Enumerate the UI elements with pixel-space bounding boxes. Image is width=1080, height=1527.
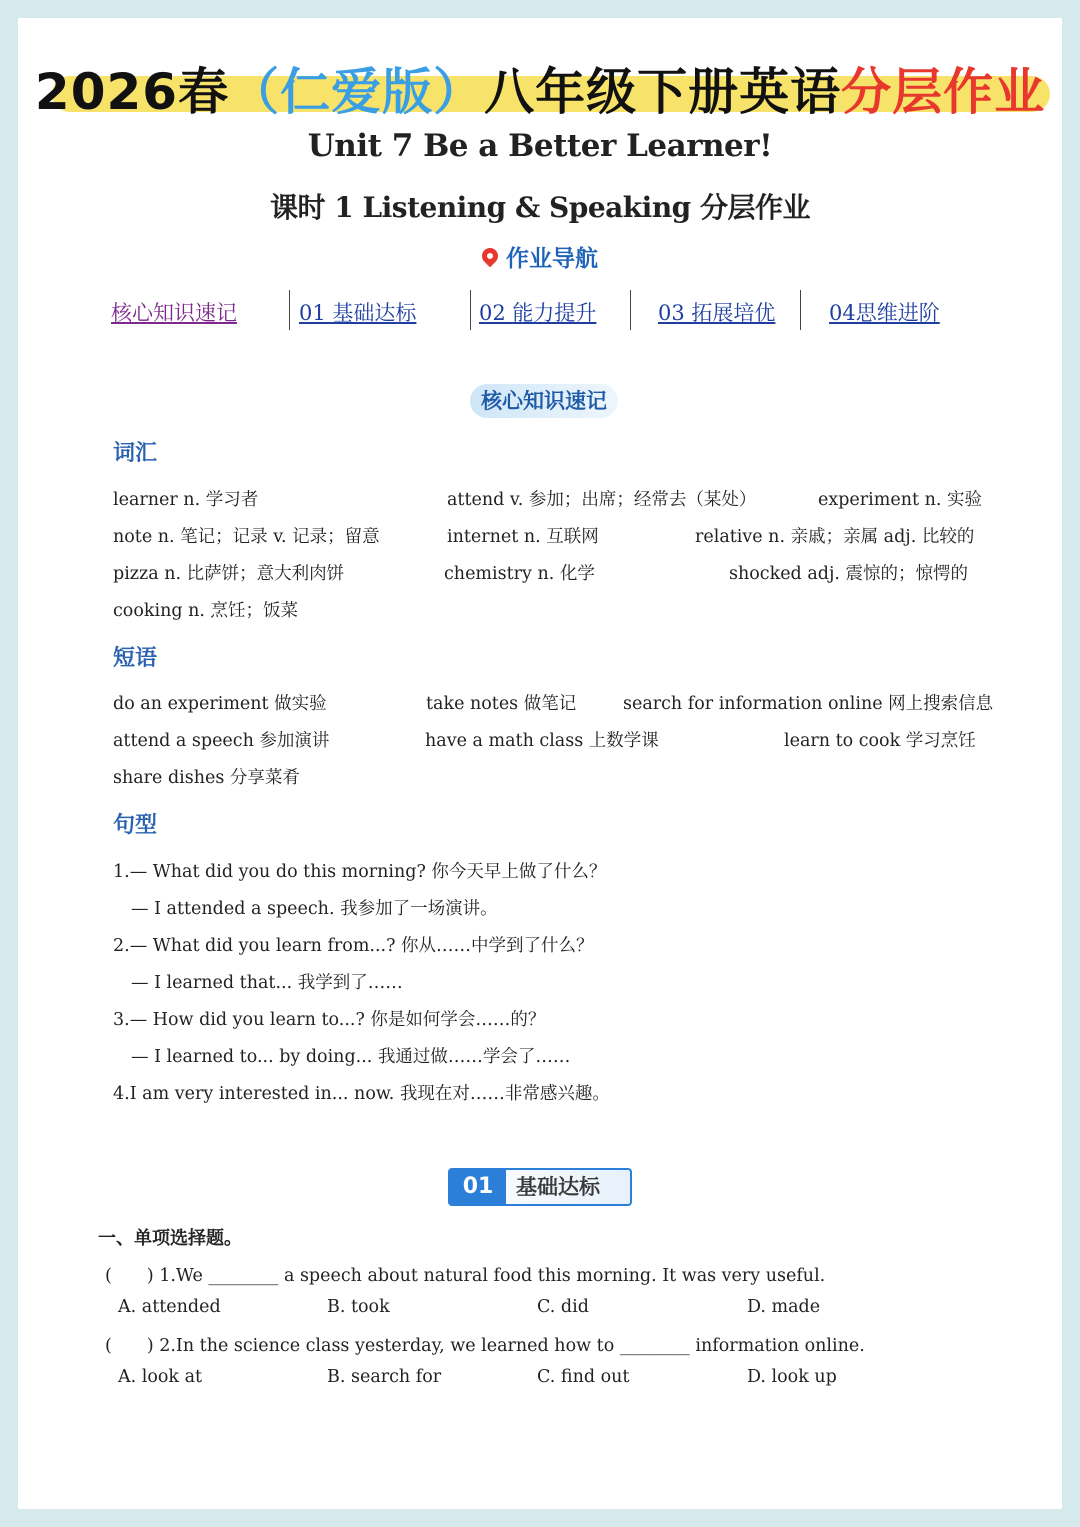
badge-number: 01 [450, 1170, 506, 1204]
vocab-item: shocked adj. 震惊的；惊愕的 [729, 564, 969, 584]
phrase-item: share dishes 分享菜肴 [113, 768, 300, 788]
title-grade: 八年级下册英语 [484, 63, 842, 121]
core-section-badge: 核心知识速记 [470, 384, 618, 418]
basic-section-badge [448, 1168, 632, 1206]
vocab-item: note n. 笔记；记录 v. 记录；留意 [113, 527, 380, 547]
phrase-item: take notes 做笔记 [426, 694, 577, 714]
multiple-choice-heading: 一、单项选择题。 [98, 1228, 242, 1249]
phrase-item: learn to cook 学习烹饪 [784, 731, 976, 751]
question-stem: ( ) 1.We ________ a speech about natural food this morning. It was very useful. [105, 1266, 826, 1286]
vocab-item: attend v. 参加；出席；经常去（某处） [447, 490, 757, 510]
sentence-line: 2.— What did you learn from...? 你从……中学到了什么？ [113, 936, 594, 956]
option-a[interactable]: A. attended [118, 1297, 221, 1317]
vocab-item: pizza n. 比萨饼；意大利肉饼 [113, 564, 345, 584]
sentence-line: 1.— What did you do this morning? 你今天早上做了什么？ [113, 862, 607, 882]
vocab-heading: 词汇 [113, 441, 158, 466]
nav-link-ability[interactable]: 02 能力提升 [479, 301, 597, 325]
option-a[interactable]: A. look at [118, 1367, 203, 1387]
phrase-item: search for information online 网上搜索信息 [623, 694, 994, 714]
nav-link-basic[interactable]: 01 基础达标 [299, 301, 417, 325]
sentence-line: 4.I am very interested in... now. 我现在对……非常感兴趣。 [113, 1084, 610, 1104]
badge-label: 基础达标 [516, 1175, 600, 1199]
unit-title: Unit 7 Be a Better Learner! [307, 128, 773, 164]
nav-link-extension[interactable]: 03 拓展培优 [658, 301, 776, 325]
nav-divider [470, 290, 471, 330]
nav-divider [289, 290, 290, 330]
location-pin-icon [479, 245, 502, 268]
option-d[interactable]: D. look up [747, 1367, 837, 1387]
option-b[interactable]: B. search for [327, 1367, 442, 1387]
option-b[interactable]: B. took [327, 1297, 390, 1317]
option-c[interactable]: C. find out [537, 1367, 630, 1387]
vocab-item: cooking n. 烹饪；饭菜 [113, 601, 299, 621]
phrase-item: do an experiment 做实验 [113, 694, 327, 714]
lesson-title: 课时 1 Listening & Speaking 分层作业 [270, 191, 810, 224]
nav-divider [630, 290, 631, 330]
sentence-line: — I learned to... by doing... 我通过做……学会了…… [131, 1047, 571, 1067]
vocab-item: learner n. 学习者 [113, 490, 259, 510]
phrase-item: attend a speech 参加演讲 [113, 731, 330, 751]
sentence-line: — I attended a speech. 我参加了一场演讲。 [131, 899, 498, 919]
option-c[interactable]: C. did [537, 1297, 589, 1317]
question-stem: ( ) 2.In the science class yesterday, we learned how to ________ information online. [105, 1336, 865, 1356]
phrase-item: have a math class 上数学课 [425, 731, 659, 751]
option-d[interactable]: D. made [747, 1297, 821, 1317]
nav-link-core[interactable]: 核心知识速记 [111, 301, 237, 325]
title-type: 分层作业 [841, 63, 1046, 121]
sentence-line: 3.— How did you learn to...? 你是如何学会……的？ [113, 1010, 546, 1030]
title-year: 2026春 [34, 63, 230, 121]
vocab-item: internet n. 互联网 [447, 527, 599, 547]
vocab-item: experiment n. 实验 [818, 490, 982, 510]
nav-heading-text: 作业导航 [506, 246, 598, 272]
vocab-item: chemistry n. 化学 [444, 564, 595, 584]
worksheet-page [18, 18, 1062, 1509]
sentence-line: — I learned that... 我学到了…… [131, 973, 403, 993]
page-title [18, 52, 1062, 124]
sentences-heading: 句型 [113, 813, 158, 838]
phrases-heading: 短语 [113, 646, 158, 671]
nav-heading [18, 240, 1062, 273]
vocab-item: relative n. 亲戚；亲属 adj. 比较的 [695, 527, 975, 547]
nav-divider [800, 290, 801, 330]
nav-link-thinking[interactable]: 04思维进阶 [829, 301, 940, 325]
title-edition: （仁爱版） [229, 63, 485, 121]
